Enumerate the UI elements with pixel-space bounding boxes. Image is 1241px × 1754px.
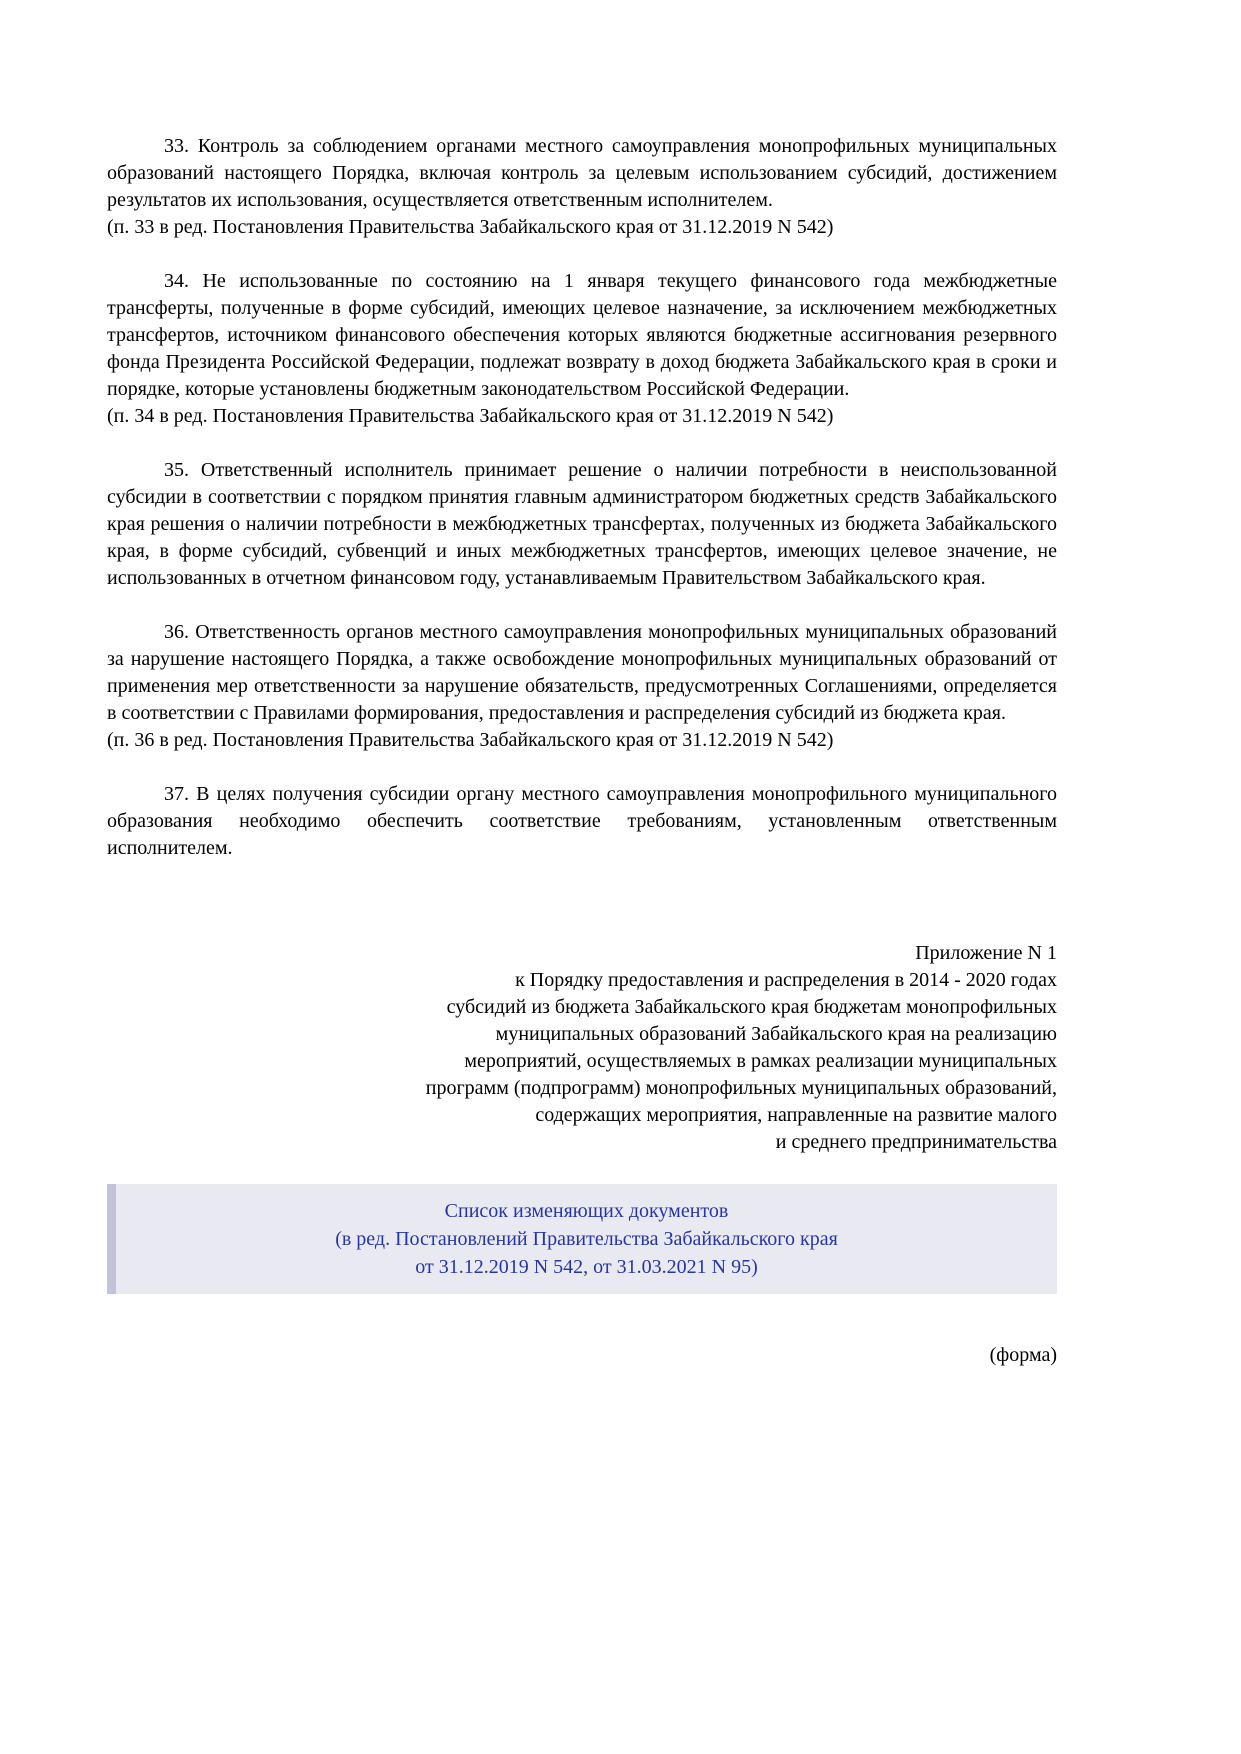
appendix-line: Приложение N 1	[915, 942, 1057, 964]
amendment-note-36: (п. 36 в ред. Постановления Правительства Забайкальского края от 31.12.2019 N 542)	[107, 729, 834, 751]
form-label: (форма)	[989, 1344, 1057, 1366]
amendments-box	[107, 1184, 1057, 1294]
amendment-note-33: (п. 33 в ред. Постановления Правительства Забайкальского края от 31.12.2019 N 542)	[107, 216, 834, 238]
appendix-line: к Порядку предоставления и распределения в 2014 - 2020 годах	[515, 969, 1057, 991]
paragraph-35: 35. Ответственный исполнитель принимает решение о наличии потребности в неиспользованной субсидии в соответствии с порядком принятия главным администратором бюджетных средств Забайкальского края решения о наличии потребности в межбюджетных трансфертах, полученных из бюджета Забайкальского края, в форме субсидий, субвенций и иных межбюджетных трансфертов, имеющих целевое значение, не использованных в отчетном финансовом году, устанавливаемым Правительством Забайкальского края.	[107, 459, 1057, 589]
appendix-line: программ (подпрограмм) монопрофильных муниципальных образований,	[425, 1077, 1057, 1099]
appendix-line: содержащих мероприятия, направленные на развитие малого	[535, 1104, 1057, 1126]
paragraph-34: 34. Не использованные по состоянию на 1 января текущего финансового года межбюджетные трансферты, полученные в форме субсидий, имеющих целевое назначение, за исключением межбюджетных трансфертов, источником финансового обеспечения которых являются бюджетные ассигнования резервного фонда Президента Российской Федерации, подлежат возврату в доход бюджета Забайкальского края в сроки и порядке, которые установлены бюджетным законодательством Российской Федерации.	[107, 270, 1057, 400]
amendments-box-line: от 31.12.2019 N 542, от 31.03.2021 N 95)	[415, 1256, 758, 1278]
amendment-note-34: (п. 34 в ред. Постановления Правительства Забайкальского края от 31.12.2019 N 542)	[107, 405, 834, 427]
appendix-line: мероприятий, осуществляемых в рамках реализации муниципальных	[464, 1050, 1057, 1072]
paragraph-37: 37. В целях получения субсидии органу местного самоуправления монопрофильного муниципального образования необходимо обеспечить соответствие требованиям, установленным ответственным исполнителем.	[107, 783, 1057, 859]
appendix-heading	[107, 940, 1057, 1156]
appendix-line: муниципальных образований Забайкальского края на реализацию	[495, 1023, 1057, 1045]
appendix-line: субсидий из бюджета Забайкальского края бюджетам монопрофильных	[446, 996, 1057, 1018]
amendments-box-line: (в ред. Постановлений Правительства Забайкальского края	[335, 1228, 838, 1250]
paragraph-33: 33. Контроль за соблюдением органами местного самоуправления монопрофильных муниципальных образований настоящего Порядка, включая контроль за целевым использованием субсидий, достижением результатов их использования, осуществляется ответственным исполнителем.	[107, 135, 1057, 211]
appendix-line: и среднего предпринимательства	[775, 1131, 1057, 1153]
amendments-box-line: Список изменяющих документов	[444, 1200, 729, 1222]
paragraph-36: 36. Ответственность органов местного самоуправления монопрофильных муниципальных образований за нарушение настоящего Порядка, а также освобождение монопрофильных муниципальных образований от применения мер ответственности за нарушение обязательств, предусмотренных Соглашениями, определяется в соответствии с Правилами формирования, предоставления и распределения субсидий из бюджета края.	[107, 621, 1057, 724]
